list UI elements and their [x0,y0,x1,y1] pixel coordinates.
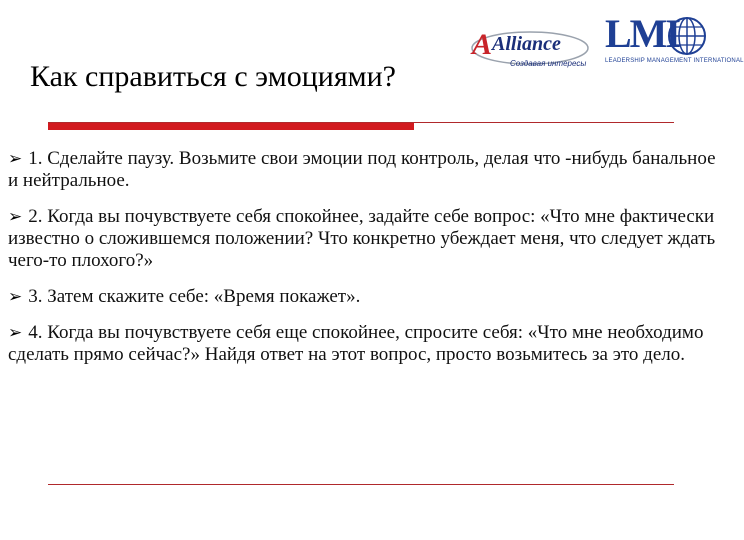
arrow-right-icon: ➢ [8,207,23,227]
list-item-text: 3. Затем скажите себе: «Время покажет». [28,286,361,307]
lmi-logo-subtitle: LEADERSHIP MANAGEMENT INTERNATIONAL [605,58,744,64]
page-title: Как справиться с эмоциями? [30,60,396,93]
globe-icon [667,16,707,56]
list-item-text: 2. Когда вы почувствуете себя спокойнее, задайте себе вопрос: «Что мне фактически известно о сложившемся положении? Что конкретно убеждает меня, что следует ждать чего-то плохого?» [8,206,716,271]
list-item-text: 1. Сделайте паузу. Возьмите свои эмоции под контроль, делая что -нибудь банальное и нейтральное. [8,148,716,191]
list-item [8,206,720,272]
arrow-right-icon: ➢ [8,323,23,343]
alliance-logo-tagline: Создавая интересы [510,59,587,68]
list-item [8,322,720,366]
lmi-logo [605,11,744,68]
list-item [8,286,720,308]
content-list [8,148,720,380]
divider-bottom [48,484,674,485]
list-item-text: 4. Когда вы почувствуете себя еще спокойнее, спросите себя: «Что мне необходимо сделать прямо сейчас?» Найдя ответ на этот вопрос, просто возьмитесь за это дело. [8,322,704,365]
arrow-right-icon: ➢ [8,287,23,307]
lmi-logo-text: LMI [605,11,679,56]
alliance-logo [468,26,598,72]
arrow-right-icon: ➢ [8,149,23,169]
svg-text:A: A [472,28,493,61]
alliance-logo-text: Alliance [492,33,561,55]
list-item [8,148,720,192]
accent-bar [48,123,414,130]
